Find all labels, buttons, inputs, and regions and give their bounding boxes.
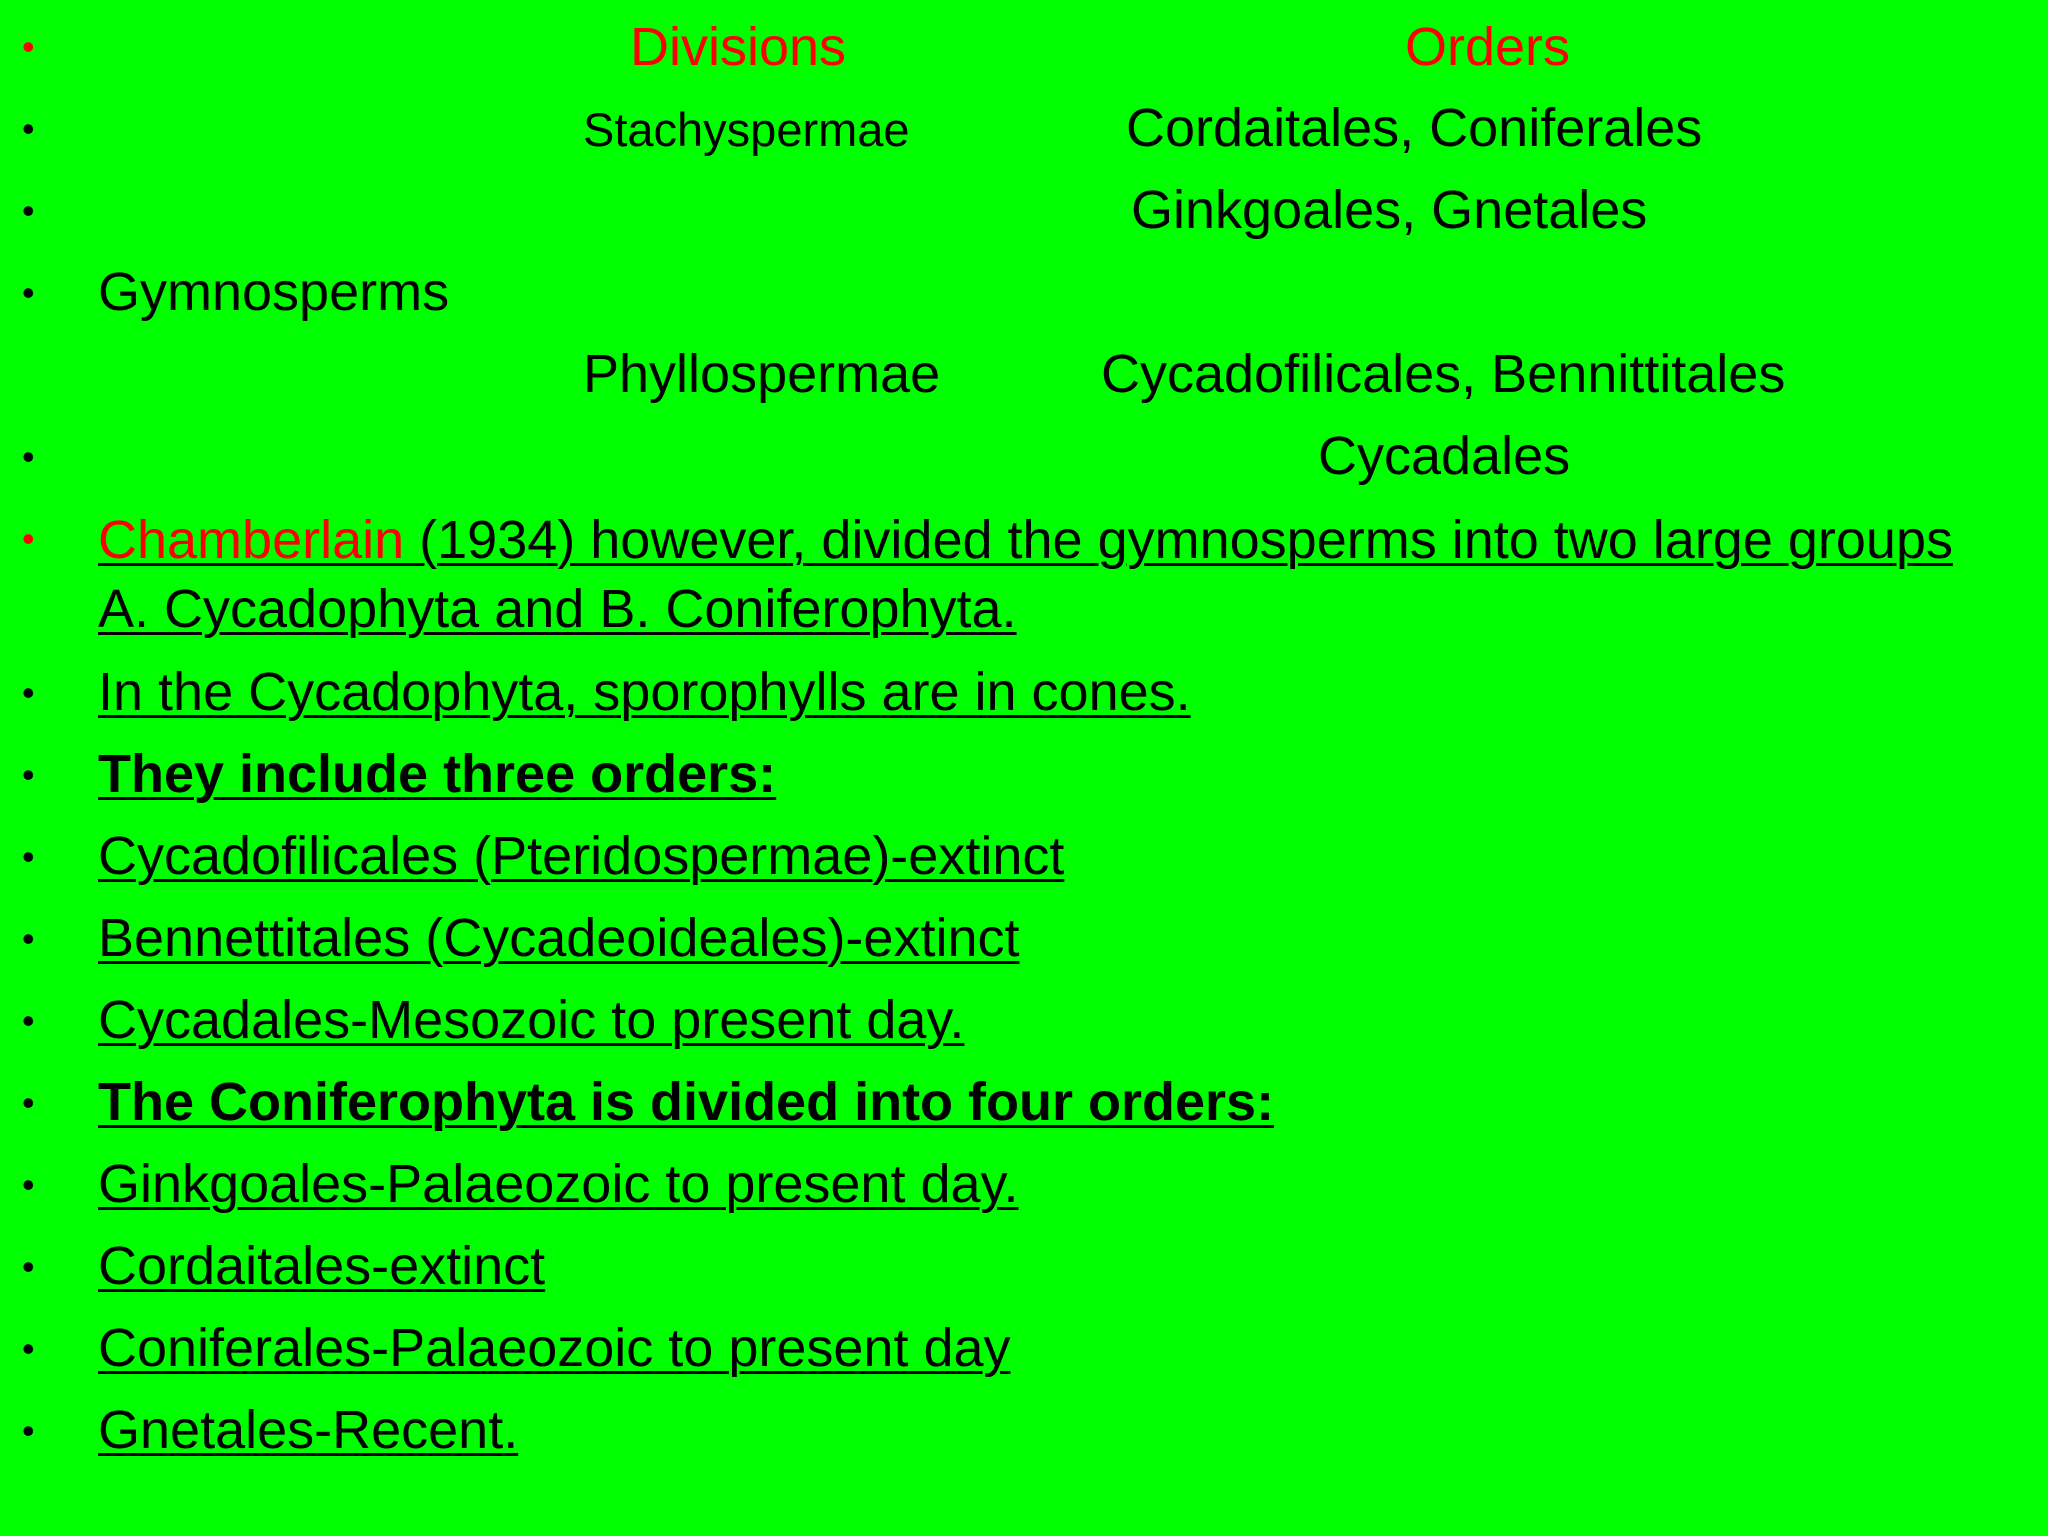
list-item: Gnetales-Recent. bbox=[98, 1400, 519, 1460]
bullet: • bbox=[22, 1164, 35, 1205]
chamberlain-paragraph bbox=[98, 506, 1998, 644]
bullet: • bbox=[22, 918, 35, 959]
division-stachyspermae: Stachyspermae bbox=[583, 103, 910, 156]
orders-heading: Orders bbox=[1405, 17, 1571, 77]
bullet: • bbox=[22, 518, 35, 559]
bullet: • bbox=[22, 672, 35, 713]
list-item: Ginkgoales-Palaeozoic to present day. bbox=[98, 1154, 1019, 1214]
bullet: • bbox=[22, 436, 35, 477]
bullet: • bbox=[22, 272, 35, 313]
bullet: • bbox=[22, 26, 35, 67]
divisions-heading: Divisions bbox=[630, 17, 847, 77]
bullet: • bbox=[22, 108, 35, 149]
list-item: Cycadofilicales (Pteridospermae)-extinct bbox=[98, 826, 1065, 886]
orders-phyllospermae-1: Cycadofilicales, Bennittitales bbox=[1101, 344, 1786, 404]
bullet: • bbox=[22, 1000, 35, 1041]
orders-phyllospermae-2: Cycadales bbox=[1318, 426, 1571, 486]
list-item: Coniferales-Palaeozoic to present day bbox=[98, 1318, 1011, 1378]
list-item: Cycadales-Mesozoic to present day. bbox=[98, 990, 965, 1050]
orders-stachyspermae-1: Cordaitales, Coniferales bbox=[1126, 98, 1703, 158]
bullet: • bbox=[22, 1410, 35, 1451]
list-item: Cordaitales-extinct bbox=[98, 1236, 546, 1296]
bullet: • bbox=[22, 1082, 35, 1123]
division-phyllospermae: Phyllospermae bbox=[583, 344, 941, 404]
bullet: • bbox=[22, 754, 35, 795]
bullet: • bbox=[22, 190, 35, 231]
cycadophyta-intro: In the Cycadophyta, sporophylls are in cones. bbox=[98, 662, 1191, 722]
bullet: • bbox=[22, 1328, 35, 1369]
bullet: • bbox=[22, 1246, 35, 1287]
cycadophyta-heading: They include three orders: bbox=[98, 744, 777, 804]
bullet: • bbox=[22, 836, 35, 877]
chamberlain-name: Chamberlain bbox=[98, 510, 420, 570]
list-item: Bennettitales (Cycadeoideales)-extinct bbox=[98, 908, 1020, 968]
orders-stachyspermae-2: Ginkgoales, Gnetales bbox=[1131, 180, 1648, 240]
chamberlain-text: (1934) however, divided the gymnosperms into two large groups A. Cycadophyta and B. Coniferophyta. bbox=[98, 510, 1953, 639]
group-gymnosperms: Gymnosperms bbox=[98, 262, 450, 322]
coniferophyta-heading: The Coniferophyta is divided into four orders: bbox=[98, 1072, 1275, 1132]
